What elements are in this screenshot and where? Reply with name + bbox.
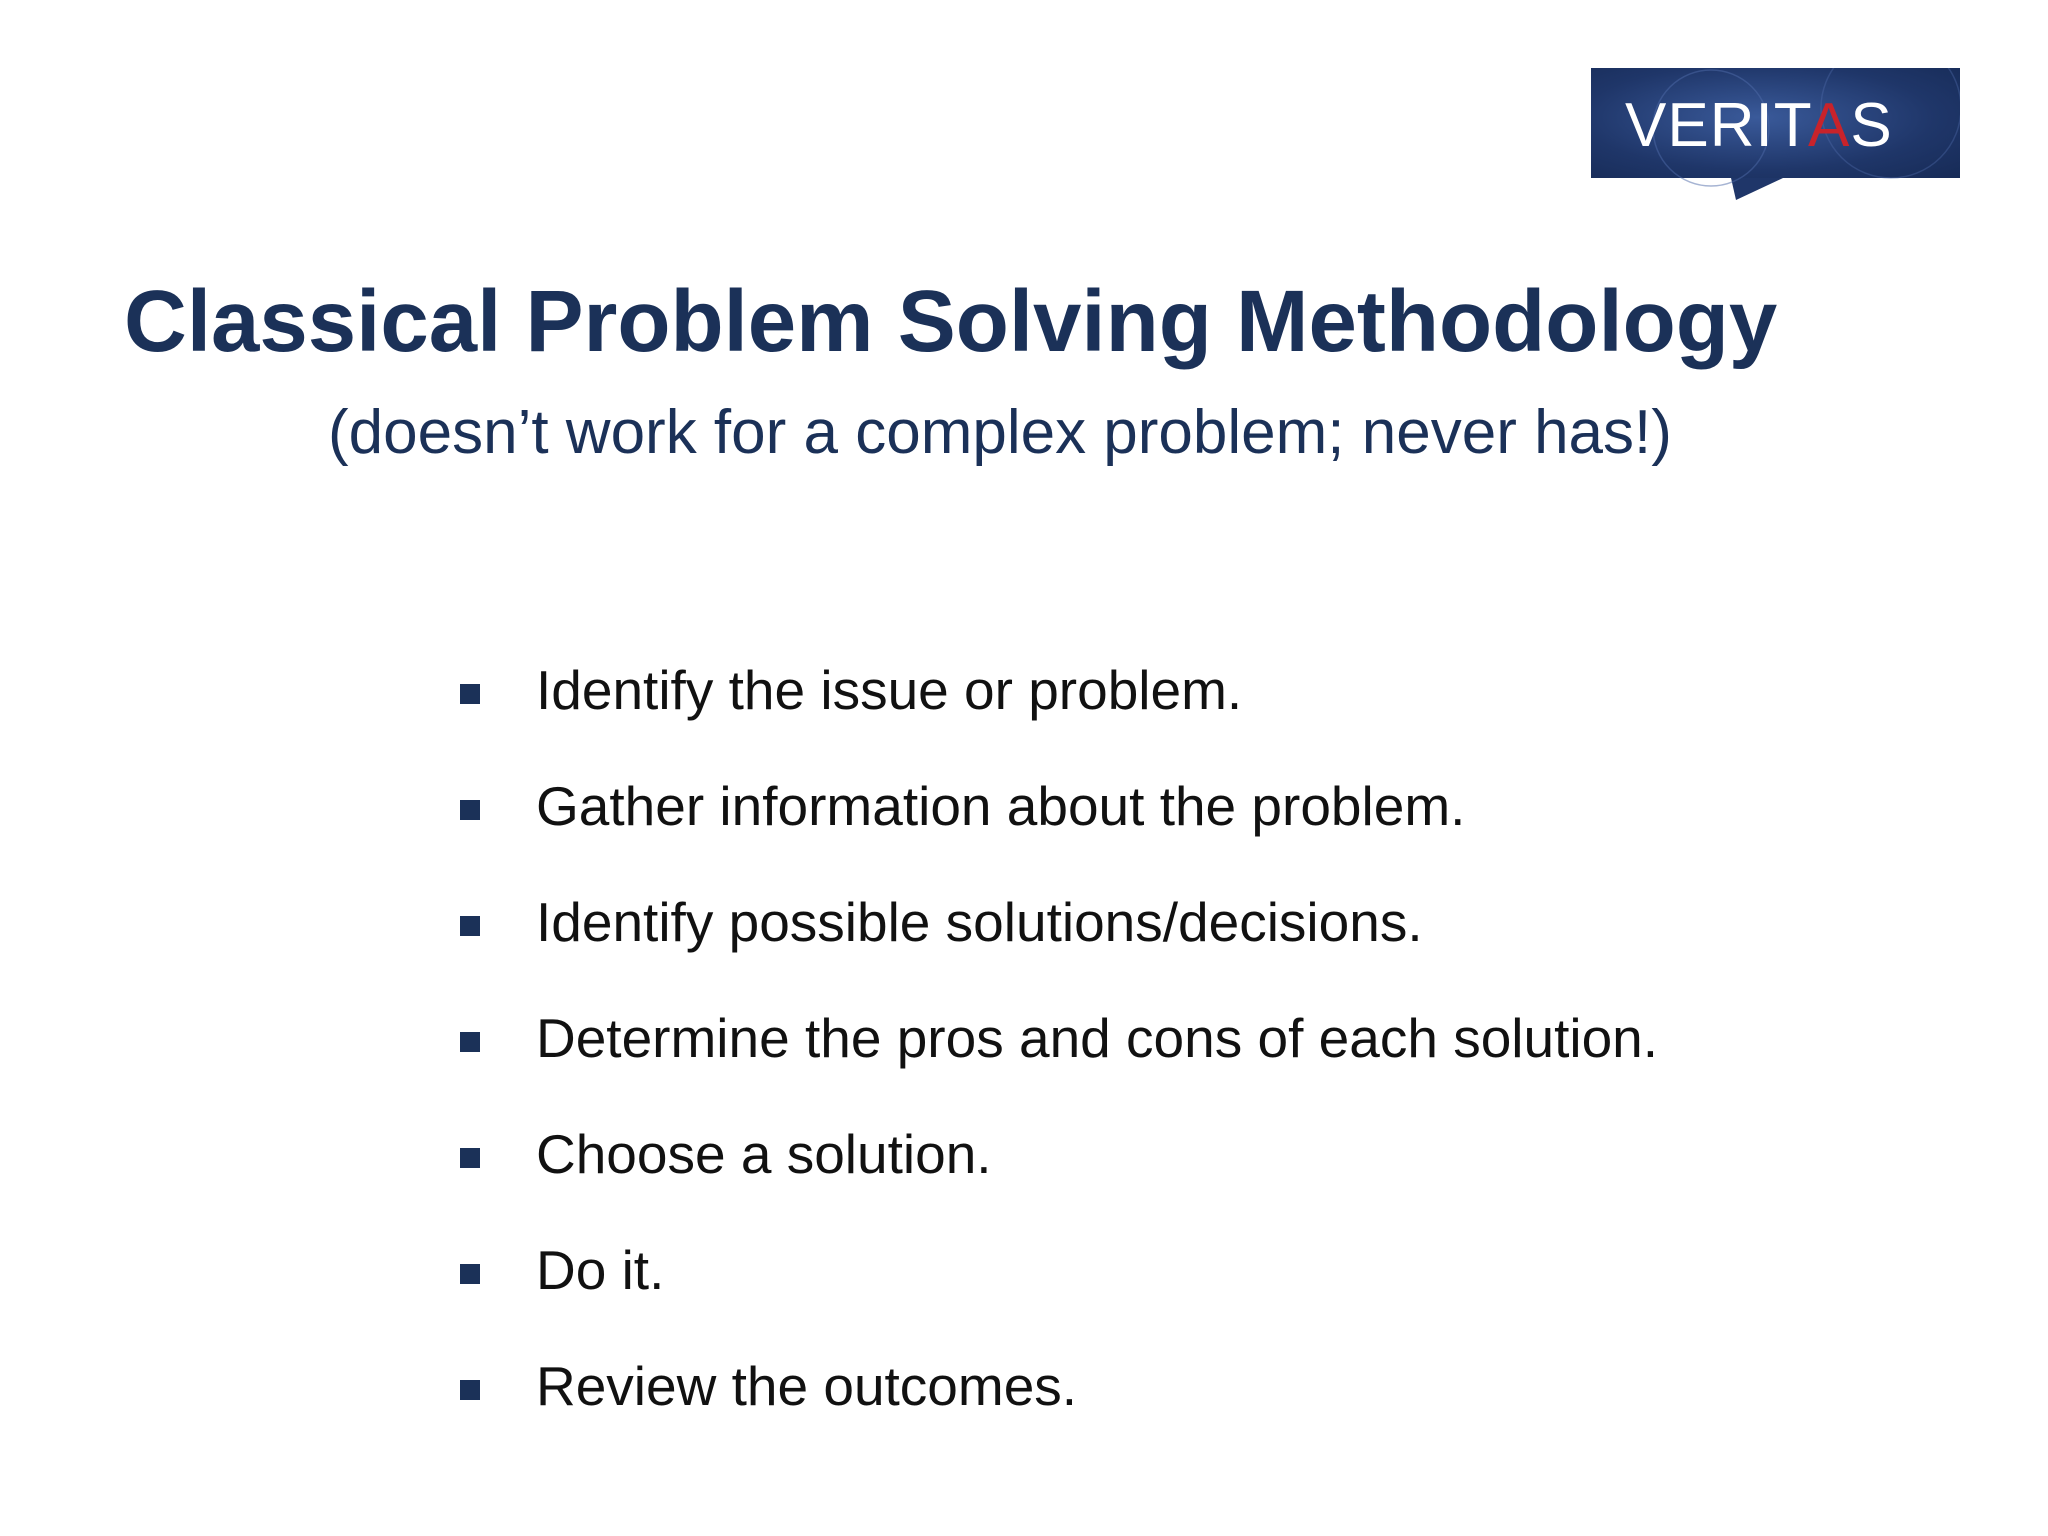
bullet-text: Identify the issue or problem.: [536, 659, 1243, 721]
bullet-text: Determine the pros and cons of each solution.: [536, 1007, 1659, 1069]
bullet-item: [460, 1096, 1658, 1212]
slide-subtitle: (doesn’t work for a complex problem; never has!): [328, 398, 1672, 467]
square-bullet-icon: [460, 916, 480, 936]
bullet-text: Review the outcomes.: [536, 1355, 1078, 1417]
bullet-text: Identify possible solutions/decisions.: [536, 891, 1423, 953]
bullet-text: Gather information about the problem.: [536, 775, 1466, 837]
bullet-item: [460, 1328, 1658, 1444]
svg-text:VERITAS: VERITAS: [1625, 91, 1893, 160]
veritas-logo: [1591, 68, 1960, 200]
bullet-text: Choose a solution.: [536, 1123, 992, 1185]
square-bullet-icon: [460, 1148, 480, 1168]
bullet-item: [460, 748, 1658, 864]
square-bullet-icon: [460, 1380, 480, 1400]
slide-title: Classical Problem Solving Methodology: [124, 273, 1778, 370]
bullet-item: [460, 632, 1658, 748]
bullet-list: [460, 632, 1658, 1444]
square-bullet-icon: [460, 800, 480, 820]
logo-graphic: [1591, 68, 1960, 200]
square-bullet-icon: [460, 684, 480, 704]
square-bullet-icon: [460, 1032, 480, 1052]
bullet-text: Do it.: [536, 1239, 665, 1301]
bullet-item: [460, 980, 1658, 1096]
bullet-item: [460, 864, 1658, 980]
square-bullet-icon: [460, 1264, 480, 1284]
bullet-item: [460, 1212, 1658, 1328]
